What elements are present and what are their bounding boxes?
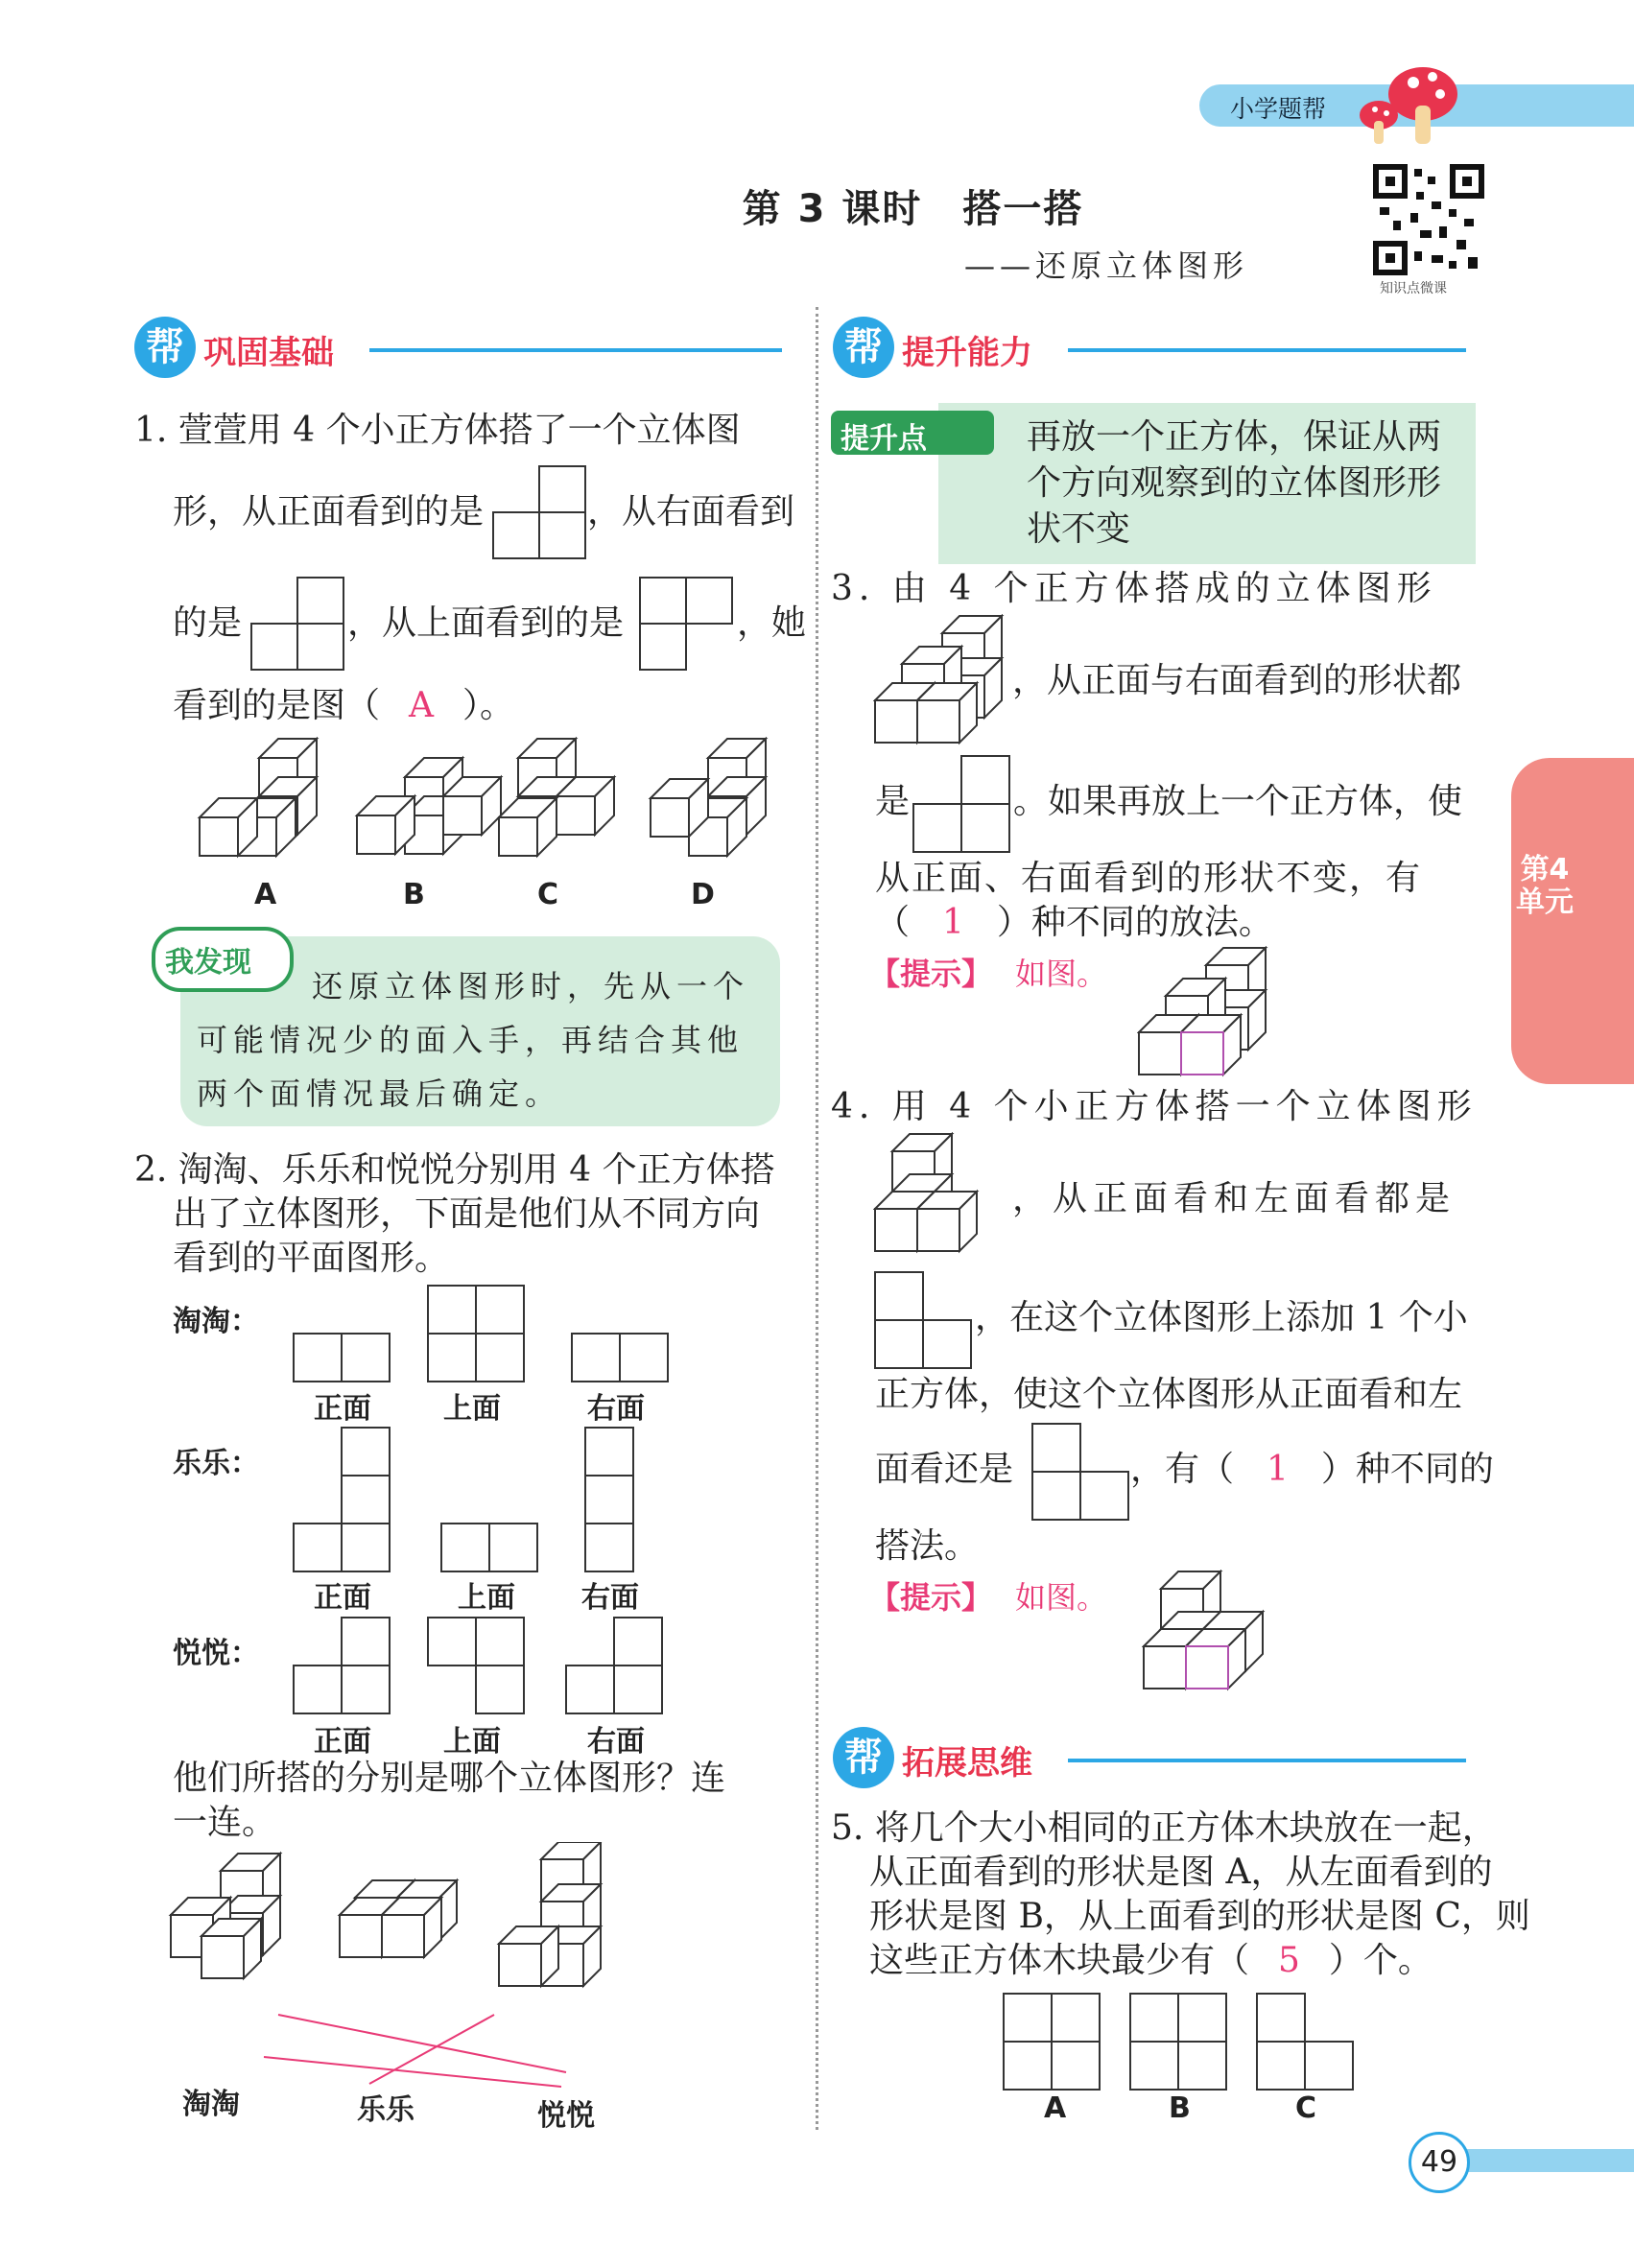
- q4-hint-tag: 【提示】: [869, 1579, 993, 1616]
- q3-answer[interactable]: 1: [942, 903, 964, 942]
- lele-view-right: 右面: [581, 1581, 639, 1615]
- lele-views: [288, 1426, 681, 1575]
- q4-line2: ，从正面看和左面看都是: [1012, 1179, 1456, 1218]
- section-badge: 帮: [833, 1727, 894, 1788]
- lele-view-front: 正面: [314, 1581, 371, 1615]
- taotao-views: [288, 1284, 681, 1389]
- q4-line5b: ，有（: [1130, 1450, 1235, 1489]
- option-label-d[interactable]: D: [691, 878, 715, 911]
- tip-tag: 提升点: [841, 422, 927, 456]
- q5-line3: 形状是图 B，从上面看到的形状是图 C，则: [869, 1897, 1530, 1936]
- q3-hint-figure: [1137, 946, 1281, 1080]
- q1-line4b: ）。: [462, 686, 515, 725]
- q1-right-view: [249, 576, 345, 672]
- bottom-name-taotao: 淘淘: [182, 2088, 240, 2121]
- q3-line3b: 。如果再放上一个正方体，使: [1013, 782, 1463, 821]
- qr-caption: 知识点微课: [1380, 281, 1447, 296]
- tip-text2: 个方向观察到的立体图形形: [1027, 463, 1442, 503]
- taotao-view-right: 右面: [587, 1392, 645, 1426]
- section-rule: [1068, 1759, 1466, 1762]
- q1-line3c: ，她: [737, 603, 807, 643]
- tip-text3: 状不变: [1027, 509, 1131, 549]
- section-rule: [369, 348, 782, 352]
- q3-line4: 从正面、右面看到的形状不变，有: [875, 859, 1423, 898]
- option-d-figure: [651, 739, 766, 856]
- lesson-title: 第 3 课时 搭一搭: [742, 187, 1084, 231]
- q5-line4a: 这些正方体木块最少有（: [869, 1941, 1250, 1980]
- match-line-taotao: [264, 2057, 561, 2087]
- column-divider: [816, 307, 818, 2130]
- q1-answer[interactable]: A: [409, 686, 435, 725]
- discover-text2: 可能情况少的面入手，再结合其他: [197, 1022, 745, 1058]
- q5-line4: [869, 1938, 1433, 1984]
- section-title: 提升能力: [902, 334, 1032, 372]
- option-a-figure: [200, 739, 317, 856]
- q3-figure: [873, 614, 1017, 748]
- bottom-name-yueyue: 悦悦: [537, 2099, 595, 2133]
- unit-side-tab[interactable]: [1511, 758, 1634, 1084]
- q2-question2: 一连。: [173, 1803, 277, 1842]
- q2-name-lele: 乐乐：: [173, 1447, 259, 1480]
- tip-text1: 再放一个正方体，保证从两: [1027, 417, 1442, 457]
- q2-line3: 看到的平面图形。: [173, 1239, 450, 1278]
- q3-line3a: 是: [875, 782, 911, 821]
- option-b-figure: [357, 758, 501, 854]
- section-rule: [1068, 348, 1466, 352]
- solid-figure-1: [171, 1854, 280, 1978]
- taotao-view-front: 正面: [314, 1392, 371, 1426]
- q5-label-b: B: [1169, 2091, 1191, 2125]
- q4-hint-figure: [1142, 1570, 1286, 1704]
- q3-hint-text: 如图。: [1015, 956, 1108, 992]
- option-c-figure: [499, 739, 614, 856]
- section-header-improve: [833, 317, 1485, 374]
- q1-line4a: 看到的是图（: [173, 686, 381, 725]
- q4-view-shape: [873, 1270, 973, 1370]
- section-header-basic: [134, 317, 787, 374]
- section-header-extend: [833, 1727, 1485, 1784]
- q3-line2: ，从正面与右面看到的形状都: [1012, 661, 1462, 700]
- discover-text3: 两个面情况最后确定。: [197, 1075, 562, 1112]
- q1-line2b: ，从右面看到: [587, 492, 795, 532]
- q3-hint-tag: 【提示】: [869, 956, 993, 992]
- q4-hint: [869, 1573, 1107, 1618]
- q4-view-shape-2: [1030, 1422, 1130, 1522]
- taotao-view-top: 上面: [443, 1392, 501, 1426]
- q2-name-taotao: 淘淘：: [173, 1305, 259, 1338]
- q2-line2: 出了立体图形，下面是他们从不同方向: [173, 1194, 761, 1234]
- q4-figure: [873, 1132, 1017, 1266]
- q1-option-figures: [192, 737, 777, 919]
- q5-answer[interactable]: 5: [1278, 1941, 1300, 1980]
- q4-line5: [1130, 1447, 1494, 1493]
- option-label-b[interactable]: B: [403, 878, 425, 911]
- q3-view-shape: [912, 754, 1011, 854]
- q3-line5b: ）种不同的放法。: [996, 903, 1273, 942]
- q2-question1: 他们所搭的分别是哪个立体图形？连: [173, 1759, 726, 1798]
- q4-line5c: ）种不同的: [1320, 1450, 1494, 1489]
- section-title: 巩固基础: [203, 334, 334, 372]
- q4-line4: 正方体，使这个立体图形从正面看和左: [875, 1375, 1463, 1414]
- section-badge: 帮: [134, 317, 196, 378]
- option-label-c[interactable]: C: [537, 878, 559, 911]
- yueyue-view-top: 上面: [443, 1725, 501, 1759]
- q5-view-shapes: [998, 1992, 1362, 2091]
- q5-label-a: A: [1044, 2091, 1067, 2125]
- solid-figure-2: [340, 1880, 457, 1957]
- q4-line6: 搭法。: [875, 1526, 980, 1566]
- q1-line4: [173, 683, 514, 729]
- q2-name-yueyue: 悦悦：: [173, 1637, 259, 1670]
- section-badge: 帮: [833, 317, 894, 378]
- q5-line1: 5. 将几个大小相同的正方体木块放在一起，: [831, 1808, 1497, 1848]
- q3-line1: 3. 由 4 个正方体搭成的立体图形: [831, 569, 1437, 608]
- q5-line4b: ）个。: [1328, 1941, 1433, 1980]
- qr-code-icon[interactable]: [1372, 163, 1485, 276]
- q3-hint: [869, 950, 1107, 994]
- q4-line1: 4. 用 4 个小正方体搭一个立体图形: [831, 1087, 1478, 1126]
- q1-top-view: [638, 576, 734, 672]
- q3-line5a: （: [875, 903, 911, 942]
- q1-line2a: 形，从正面看到的是: [173, 492, 485, 532]
- discover-text1: 还原立体图形时，先从一个: [312, 968, 750, 1004]
- q1-line3a: 的是: [173, 603, 243, 643]
- q5-line2: 从正面看到的形状是图 A，从左面看到的: [869, 1853, 1493, 1892]
- solid-figure-3: [499, 1842, 601, 1986]
- q5-label-c: C: [1295, 2091, 1317, 2125]
- page-number: 49: [1409, 2132, 1470, 2193]
- q4-line3: ，在这个立体图形上添加 1 个小: [975, 1298, 1468, 1337]
- lele-view-top: 上面: [458, 1581, 515, 1615]
- q4-answer[interactable]: 1: [1267, 1450, 1289, 1489]
- q2-line1: 2. 淘淘、乐乐和悦悦分别用 4 个正方体搭: [134, 1150, 775, 1190]
- section-title: 拓展思维: [902, 1744, 1032, 1783]
- bottom-name-lele: 乐乐: [357, 2093, 414, 2127]
- mushroom-icon: [1348, 56, 1463, 148]
- q1-line1: 1. 萱萱用 4 个小正方体搭了一个立体图: [134, 411, 741, 450]
- unit-side-tab-label: 第4单元: [1516, 853, 1574, 919]
- lesson-subtitle: ——还原立体图形: [964, 248, 1249, 284]
- q4-line5a: 面看还是: [875, 1450, 1014, 1489]
- q4-hint-text: 如图。: [1015, 1579, 1108, 1616]
- yueyue-view-right: 右面: [587, 1725, 645, 1759]
- option-label-a[interactable]: A: [254, 878, 277, 911]
- q3-line5: [875, 900, 1273, 946]
- brand-name: 小学题帮: [1230, 95, 1327, 123]
- q1-line3b: ，从上面看到的是: [347, 603, 625, 643]
- discover-tag: 我发现: [165, 946, 251, 980]
- yueyue-view-front: 正面: [314, 1725, 371, 1759]
- q1-front-view: [491, 464, 587, 560]
- yueyue-views: [288, 1616, 681, 1721]
- q2-solid-figures: [163, 1842, 662, 2101]
